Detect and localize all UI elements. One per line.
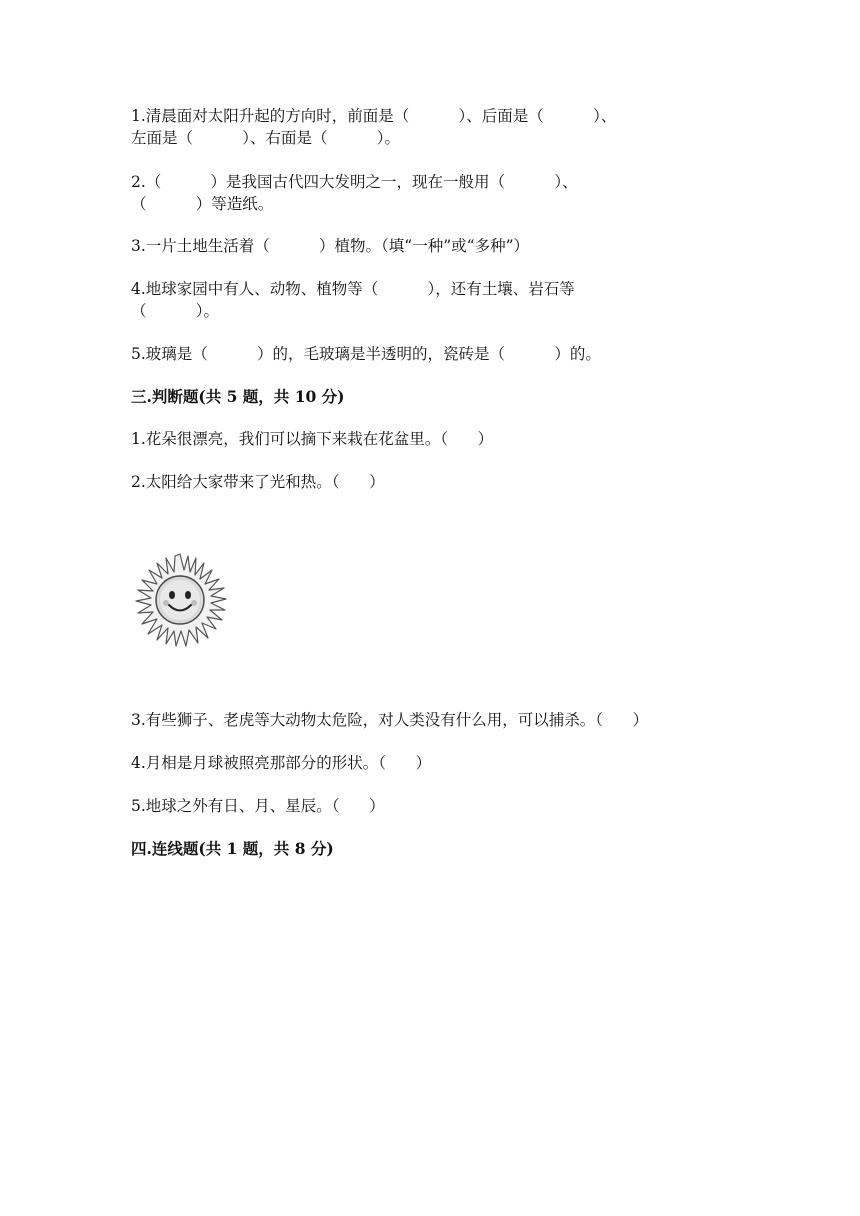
fill-blank-q4-line2: （ ）。 bbox=[131, 302, 220, 320]
fill-blank-q1-line1: 1.清晨面对太阳升起的方向时，前面是（ ）、后面是（ ）、 bbox=[131, 107, 617, 125]
fill-blank-q2-line2: （ ）等造纸。 bbox=[131, 195, 274, 213]
fill-blank-q1-line2: 左面是（ ）、右面是（ ）。 bbox=[131, 129, 401, 147]
fill-blank-q4-line1: 4.地球家园中有人、动物、植物等（ ），还有土壤、岩石等 bbox=[131, 280, 575, 298]
judge-q3: 3.有些狮子、老虎等大动物太危险，对人类没有什么用，可以捕杀。（ ） bbox=[131, 711, 649, 729]
fill-blank-q5: 5.玻璃是（ ）的，毛玻璃是半透明的，瓷砖是（ ）的。 bbox=[131, 345, 601, 363]
judge-q5: 5.地球之外有日、月、星辰。（ ） bbox=[131, 797, 385, 815]
connect-section-heading: 四.连线题(共 1 题，共 8 分) bbox=[131, 839, 334, 858]
judge-section-heading: 三.判断题(共 5 题，共 10 分) bbox=[131, 387, 345, 406]
fill-blank-q2-line1: 2.（ ）是我国古代四大发明之一，现在一般用（ ）、 bbox=[131, 173, 578, 191]
judge-q2: 2.太阳给大家带来了光和热。（ ） bbox=[131, 473, 385, 491]
smiling-sun-icon bbox=[130, 550, 230, 650]
judge-q4: 4.月相是月球被照亮那部分的形状。（ ） bbox=[131, 754, 432, 772]
fill-blank-q3: 3.一片土地生活着（ ）植物。（填“一种”或“多种”） bbox=[131, 237, 530, 255]
judge-q1: 1.花朵很漂亮，我们可以摘下来栽在花盆里。（ ） bbox=[131, 430, 494, 448]
